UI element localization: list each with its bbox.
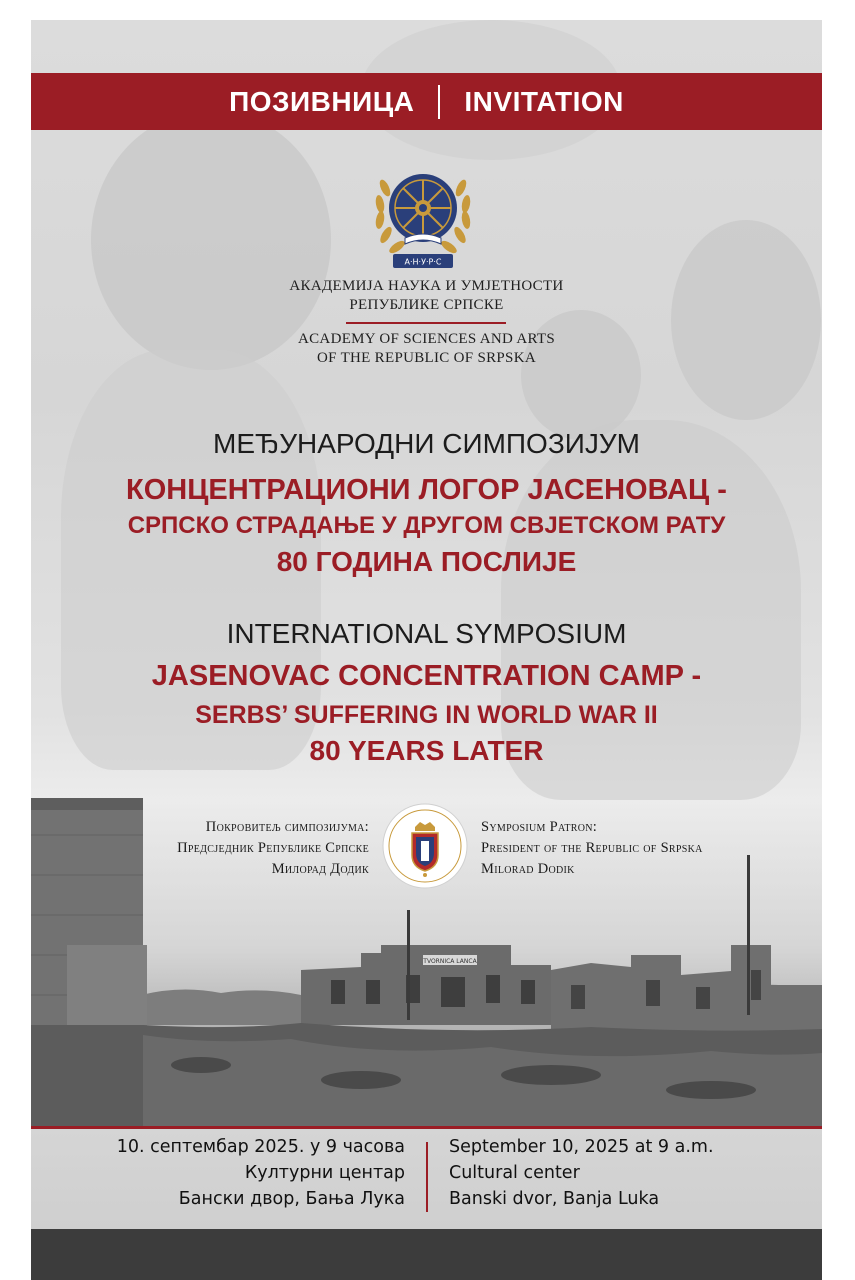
symposium-title-sr-line1: КОНЦЕНТРАЦИОНИ ЛОГОР ЈАСЕНОВАЦ - xyxy=(126,474,727,506)
symposium-title-en-line3: 80 YEARS LATER xyxy=(309,735,544,766)
event-divider xyxy=(426,1142,428,1212)
patron-en-line1: Symposium Patron: xyxy=(481,819,598,835)
event-details-english xyxy=(449,1128,819,1212)
emblem-label: А·Н·У·Р·С xyxy=(404,257,442,267)
symposium-kicker-english: INTERNATIONAL SYMPOSIUM xyxy=(226,618,627,649)
invitation-header-band xyxy=(31,73,822,130)
event-details-serbian xyxy=(31,1128,405,1212)
event-en-venue: Cultural center xyxy=(449,1163,580,1183)
academy-name-english xyxy=(31,330,822,368)
header-label-serbian: ПОЗИВНИЦА xyxy=(229,85,415,117)
symposium-title-sr-line3: 80 ГОДИНА ПОСЛИЈЕ xyxy=(276,546,577,577)
academy-emblem-icon xyxy=(371,158,475,276)
symposium-title-sr-line2: СРПСКО СТРАДАЊЕ У ДРУГОМ СВЈЕТСКОМ РАТУ xyxy=(127,512,726,539)
event-sr-location: Бански двор, Бања Лука xyxy=(178,1189,405,1209)
symposium-kicker-serbian: МЕЂУНАРОДНИ СИМПОЗИЈУМ xyxy=(213,428,640,459)
header-label-english: INVITATION xyxy=(464,85,624,117)
patron-english xyxy=(481,817,821,880)
event-en-date: September 10, 2025 at 9 a.m. xyxy=(449,1137,714,1157)
academy-sr-line1: АКАДЕМИЈА НАУКА И УМЈЕТНОСТИ xyxy=(289,278,564,294)
symposium-title-en-line1: JASENOVAC CONCENTRATION CAMP - xyxy=(151,660,702,692)
academy-name-serbian xyxy=(31,277,822,315)
patron-sr-line1: Покровитељ симпозијума: xyxy=(205,819,369,835)
header-divider xyxy=(438,85,440,119)
invitation-page xyxy=(31,20,822,1280)
event-sr-venue: Културни центар xyxy=(244,1163,405,1183)
bottom-photo-strip xyxy=(31,1229,822,1280)
building-sign-text: TVORNICA LANCA xyxy=(423,958,477,965)
patron-en-line2: President of the Republic of Srpska xyxy=(481,840,703,856)
academy-en-line2: OF THE REPUBLIC OF SRPSKA xyxy=(317,350,536,366)
academy-divider-rule xyxy=(346,322,506,324)
patron-serbian xyxy=(51,817,369,880)
symposium-title-en-line2: SERBS’ SUFFERING IN WORLD WAR II xyxy=(195,701,658,729)
patron-en-line3: Milorad Dodik xyxy=(481,861,575,877)
academy-en-line1: ACADEMY OF SCIENCES AND ARTS xyxy=(298,331,555,347)
patron-sr-line2: Предсједник Републике Српске xyxy=(177,840,369,856)
academy-sr-line2: РЕПУБЛИКЕ СРПСКЕ xyxy=(349,297,504,313)
president-seal-icon xyxy=(382,803,468,889)
event-sr-date: 10. септембар 2025. у 9 часова xyxy=(116,1137,405,1157)
event-en-location: Banski dvor, Banja Luka xyxy=(449,1189,660,1209)
patron-sr-line3: Милорад Додик xyxy=(271,861,369,877)
